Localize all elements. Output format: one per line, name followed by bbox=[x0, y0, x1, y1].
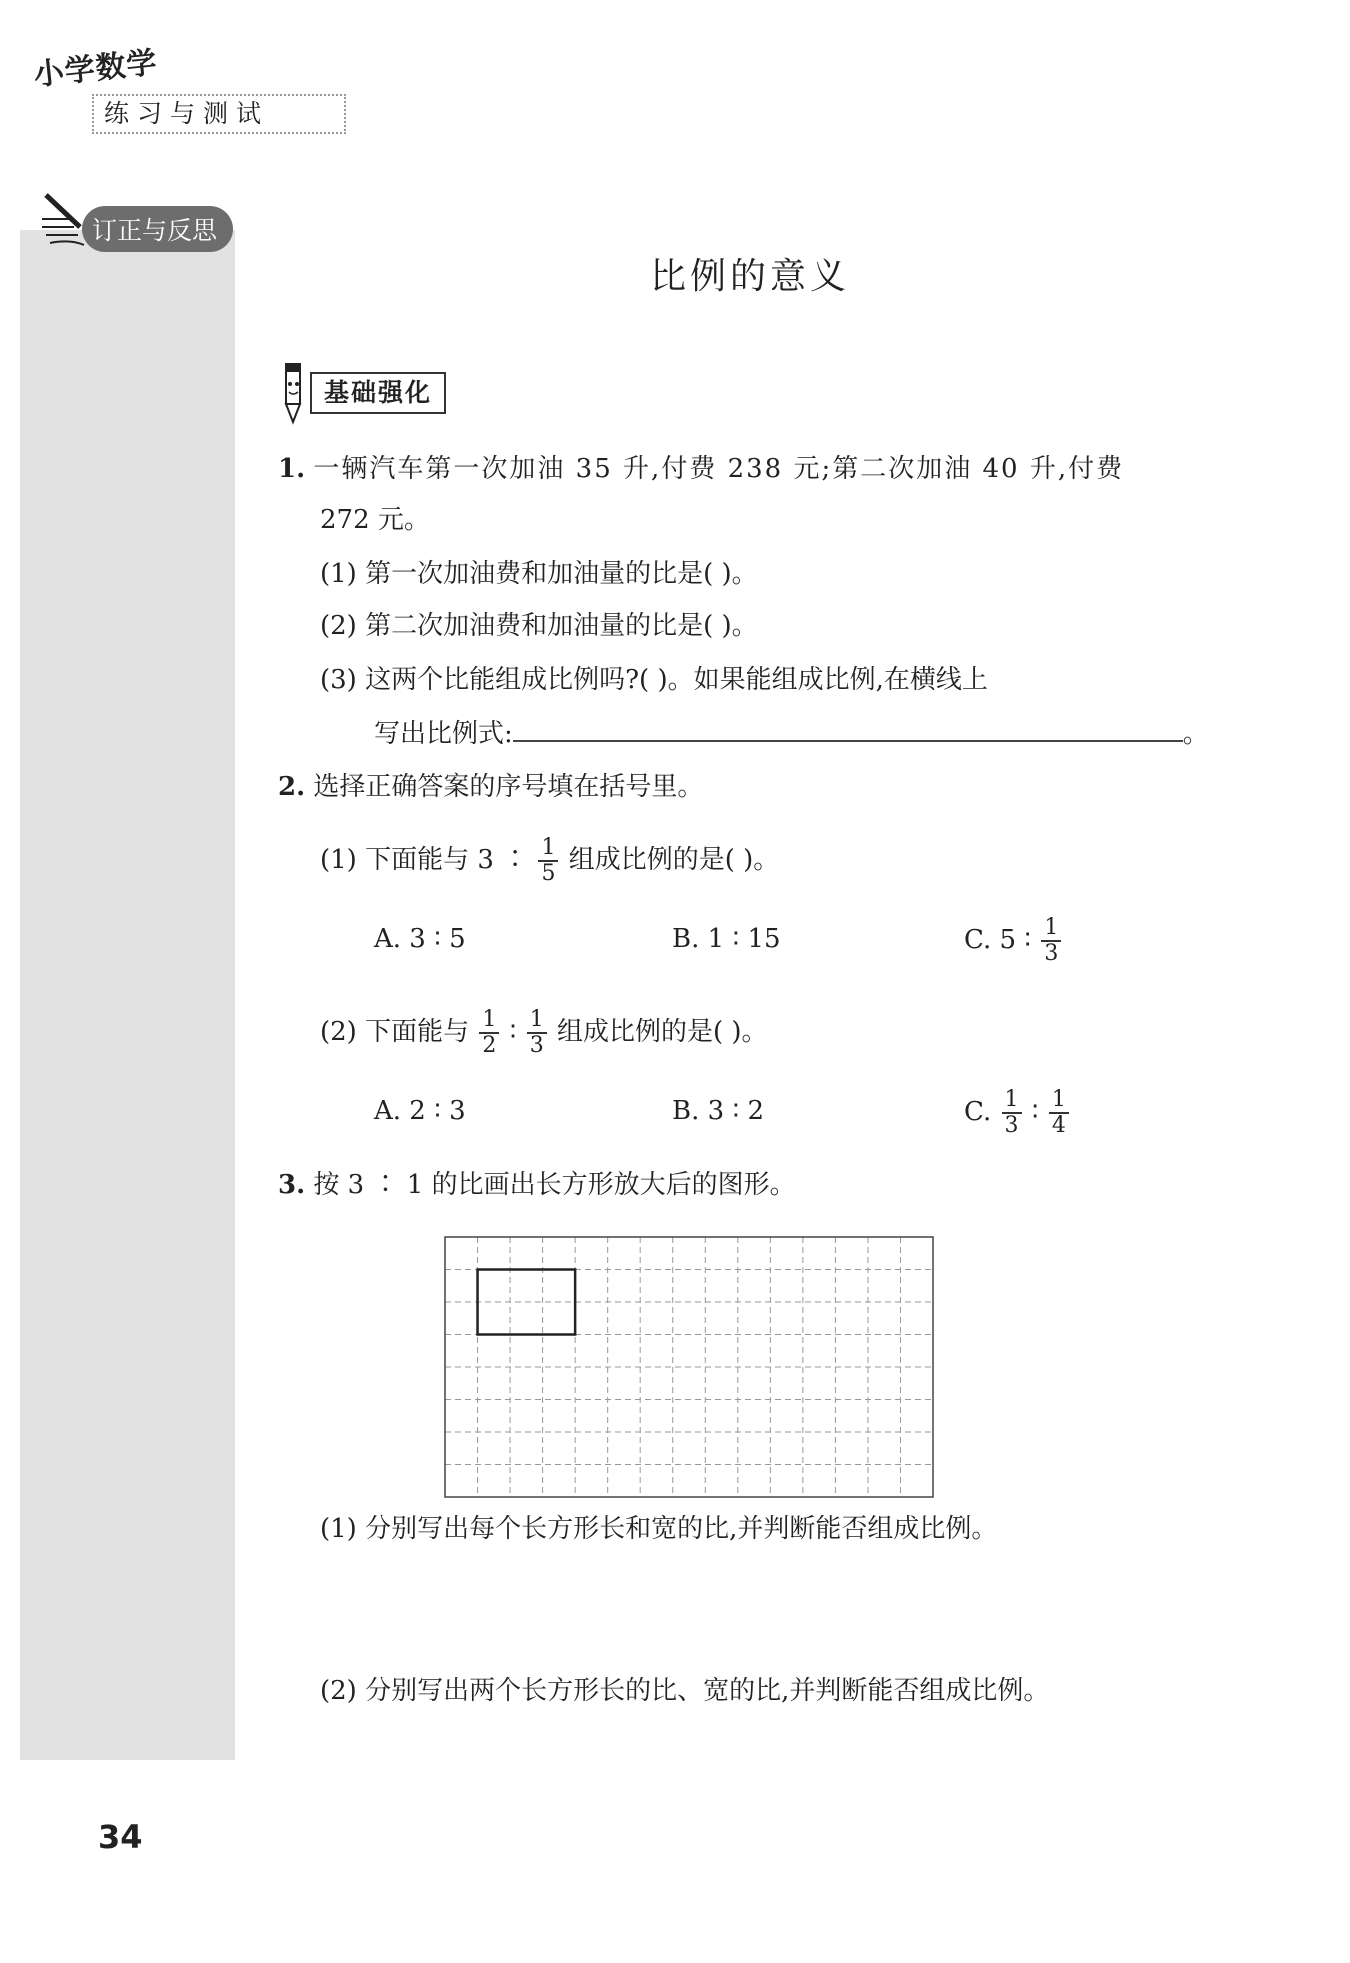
q1-part3-answer-line bbox=[374, 716, 1209, 751]
q3-stem bbox=[278, 1168, 796, 1202]
q1-part2: (2) 第二次加油费和加油量的比是( )。 bbox=[320, 611, 758, 641]
q2-sub2-option-c bbox=[964, 1088, 1071, 1138]
fraction bbox=[1002, 1088, 1022, 1138]
fraction-denominator: 4 bbox=[1051, 1113, 1066, 1138]
book-subtitle: 练习与测试 bbox=[92, 94, 346, 134]
fraction bbox=[479, 1008, 499, 1058]
q2-sub2-prefix: (2) 下面能与 bbox=[320, 1017, 470, 1047]
q2-sub1-option-a: A. 3 ∶ 5 bbox=[374, 924, 466, 954]
section-label: 基础强化 bbox=[310, 372, 446, 414]
fraction-numerator: 1 bbox=[1002, 1088, 1022, 1114]
q2-sub2-suffix: 组成比例的是( )。 bbox=[556, 1017, 768, 1047]
q1-part3-end: 。 bbox=[1182, 719, 1209, 749]
q3-text: 按 3 ∶ 1 的比画出长方形放大后的图形。 bbox=[313, 1170, 796, 1200]
fraction-denominator: 5 bbox=[541, 861, 556, 886]
fraction-numerator: 1 bbox=[479, 1008, 499, 1034]
q3-part2: (2) 分别写出两个长方形长的比、宽的比,并判断能否组成比例。 bbox=[320, 1676, 1050, 1706]
q2-stem bbox=[278, 770, 703, 804]
q1-stem-line2: 272 元。 bbox=[320, 505, 430, 535]
fraction bbox=[538, 836, 558, 886]
fraction bbox=[527, 1008, 547, 1058]
fraction-numerator: 1 bbox=[527, 1008, 547, 1034]
fraction-denominator: 3 bbox=[1004, 1113, 1019, 1138]
ratio-colon: ∶ bbox=[509, 1017, 517, 1047]
q1-part3-prompt: 写出比例式: bbox=[374, 719, 513, 749]
q1-part3: (3) 这两个比能组成比例吗?( )。如果能组成比例,在横线上 bbox=[320, 665, 988, 695]
q2-number: 2. bbox=[278, 772, 306, 802]
q1-number: 1. bbox=[278, 454, 306, 484]
page-number: 34 bbox=[98, 1818, 143, 1856]
fraction-denominator: 3 bbox=[529, 1033, 544, 1058]
q3-part1: (1) 分别写出每个长方形长和宽的比,并判断能否组成比例。 bbox=[320, 1514, 998, 1544]
book-header bbox=[32, 45, 270, 128]
q2-sub1-option-c bbox=[964, 916, 1063, 966]
fraction bbox=[1041, 916, 1061, 966]
fraction-numerator: 1 bbox=[1049, 1088, 1069, 1114]
fraction-numerator: 1 bbox=[538, 836, 558, 862]
q3-number: 3. bbox=[278, 1170, 306, 1200]
fraction bbox=[1049, 1088, 1069, 1138]
ratio-colon: ∶ bbox=[1031, 1097, 1039, 1127]
answer-blank-line[interactable] bbox=[513, 716, 1183, 742]
q2-sub1-option-b: B. 1 ∶ 15 bbox=[672, 924, 781, 954]
grid-svg[interactable] bbox=[444, 1236, 934, 1498]
fraction-denominator: 2 bbox=[482, 1033, 497, 1058]
drawing-grid[interactable] bbox=[444, 1236, 934, 1498]
q2-sub2-option-b: B. 3 ∶ 2 bbox=[672, 1096, 765, 1126]
q2-text: 选择正确答案的序号填在括号里。 bbox=[313, 772, 704, 802]
fraction-numerator: 1 bbox=[1041, 916, 1061, 942]
q1-stem bbox=[278, 452, 1124, 486]
option-c-prefix: C. 5 ∶ bbox=[964, 925, 1032, 955]
correction-sidebar bbox=[20, 230, 235, 1760]
q1-part1: (1) 第一次加油费和加油量的比是( )。 bbox=[320, 559, 758, 589]
series-title: 小学数学 bbox=[32, 45, 160, 94]
pencil-mascot-icon bbox=[280, 360, 306, 426]
q2-sub1-prefix: (1) 下面能与 3 ∶ bbox=[320, 845, 529, 875]
q1-text: 一辆汽车第一次加油 35 升,付费 238 元;第二次加油 40 升,付费 bbox=[313, 454, 1125, 484]
fraction-denominator: 3 bbox=[1044, 941, 1059, 966]
section-badge bbox=[280, 360, 446, 426]
option-c-prefix: C. bbox=[964, 1097, 992, 1127]
q2-sub1-suffix: 组成比例的是( )。 bbox=[568, 845, 780, 875]
q2-sub1 bbox=[320, 836, 779, 886]
sidebar-tab bbox=[40, 205, 233, 253]
page-title: 比例的意义 bbox=[649, 256, 850, 297]
q2-sub2 bbox=[320, 1008, 768, 1058]
q2-sub2-option-a: A. 2 ∶ 3 bbox=[374, 1096, 466, 1126]
sidebar-tab-label: 订正与反思 bbox=[82, 206, 233, 252]
